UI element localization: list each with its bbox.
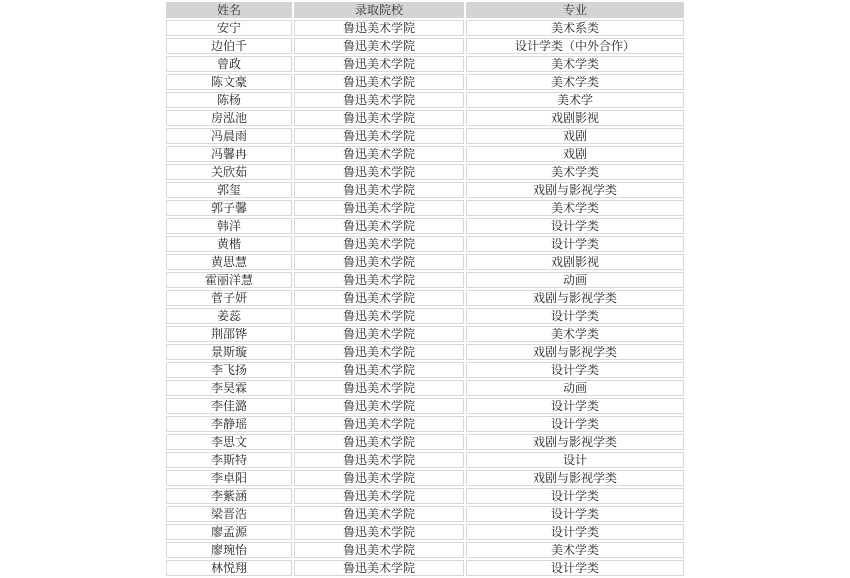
cell-name: 陈文豪 xyxy=(166,74,292,90)
cell-name: 郭子馨 xyxy=(166,200,292,216)
cell-major: 戏剧 xyxy=(466,146,684,162)
cell-school: 鲁迅美术学院 xyxy=(294,434,464,450)
header-major: 专业 xyxy=(466,2,684,18)
cell-school: 鲁迅美术学院 xyxy=(294,56,464,72)
cell-name: 郭玺 xyxy=(166,182,292,198)
cell-major: 美术学类 xyxy=(466,200,684,216)
cell-major: 美术学类 xyxy=(466,164,684,180)
cell-name: 李斯特 xyxy=(166,452,292,468)
cell-school: 鲁迅美术学院 xyxy=(294,272,464,288)
cell-name: 菅子妍 xyxy=(166,290,292,306)
table-row xyxy=(166,488,684,504)
cell-school: 鲁迅美术学院 xyxy=(294,164,464,180)
table-row xyxy=(166,182,684,198)
cell-name: 黄楷 xyxy=(166,236,292,252)
table-row xyxy=(166,398,684,414)
cell-major: 戏剧与影视学类 xyxy=(466,290,684,306)
table-row xyxy=(166,92,684,108)
cell-major: 美术系类 xyxy=(466,20,684,36)
cell-school: 鲁迅美术学院 xyxy=(294,74,464,90)
cell-major: 设计学类 xyxy=(466,218,684,234)
cell-major: 设计学类 xyxy=(466,416,684,432)
cell-name: 李静瑶 xyxy=(166,416,292,432)
table-row xyxy=(166,560,684,576)
cell-school: 鲁迅美术学院 xyxy=(294,524,464,540)
cell-name: 曾政 xyxy=(166,56,292,72)
cell-name: 李佳潞 xyxy=(166,398,292,414)
cell-major: 戏剧与影视学类 xyxy=(466,182,684,198)
table-row xyxy=(166,524,684,540)
table-row xyxy=(166,542,684,558)
cell-school: 鲁迅美术学院 xyxy=(294,308,464,324)
cell-name: 冯馨冉 xyxy=(166,146,292,162)
cell-name: 李飞扬 xyxy=(166,362,292,378)
table-row xyxy=(166,308,684,324)
table-row xyxy=(166,74,684,90)
cell-major: 设计学类（中外合作） xyxy=(466,38,684,54)
cell-name: 廖孟源 xyxy=(166,524,292,540)
cell-name: 边伯千 xyxy=(166,38,292,54)
table-row xyxy=(166,218,684,234)
cell-name: 林悦翔 xyxy=(166,560,292,576)
table-row xyxy=(166,38,684,54)
table-row xyxy=(166,416,684,432)
admission-table-container xyxy=(164,0,686,575)
cell-school: 鲁迅美术学院 xyxy=(294,200,464,216)
cell-major: 戏剧与影视学类 xyxy=(466,434,684,450)
table-row xyxy=(166,434,684,450)
cell-school: 鲁迅美术学院 xyxy=(294,218,464,234)
table-row xyxy=(166,110,684,126)
cell-school: 鲁迅美术学院 xyxy=(294,470,464,486)
cell-school: 鲁迅美术学院 xyxy=(294,398,464,414)
cell-school: 鲁迅美术学院 xyxy=(294,92,464,108)
cell-school: 鲁迅美术学院 xyxy=(294,362,464,378)
cell-name: 冯晨雨 xyxy=(166,128,292,144)
cell-major: 设计学类 xyxy=(466,308,684,324)
cell-school: 鲁迅美术学院 xyxy=(294,20,464,36)
cell-name: 梁晋浩 xyxy=(166,506,292,522)
cell-name: 李卓阳 xyxy=(166,470,292,486)
cell-major: 戏剧与影视学类 xyxy=(466,344,684,360)
cell-name: 房泓池 xyxy=(166,110,292,126)
cell-school: 鲁迅美术学院 xyxy=(294,146,464,162)
cell-name: 景斯璇 xyxy=(166,344,292,360)
cell-school: 鲁迅美术学院 xyxy=(294,128,464,144)
table-row xyxy=(166,290,684,306)
cell-major: 设计学类 xyxy=(466,362,684,378)
table-row xyxy=(166,362,684,378)
cell-major: 设计学类 xyxy=(466,560,684,576)
cell-major: 动画 xyxy=(466,272,684,288)
cell-major: 美术学类 xyxy=(466,56,684,72)
header-name: 姓名 xyxy=(166,2,292,18)
cell-major: 美术学 xyxy=(466,92,684,108)
cell-major: 美术学类 xyxy=(466,326,684,342)
cell-school: 鲁迅美术学院 xyxy=(294,38,464,54)
table-row xyxy=(166,146,684,162)
cell-major: 美术学类 xyxy=(466,542,684,558)
cell-name: 李昊霖 xyxy=(166,380,292,396)
cell-major: 戏剧与影视学类 xyxy=(466,470,684,486)
cell-major: 戏剧 xyxy=(466,128,684,144)
table-row xyxy=(166,470,684,486)
table-row xyxy=(166,506,684,522)
cell-school: 鲁迅美术学院 xyxy=(294,326,464,342)
cell-school: 鲁迅美术学院 xyxy=(294,452,464,468)
cell-major: 美术学类 xyxy=(466,74,684,90)
cell-school: 鲁迅美术学院 xyxy=(294,344,464,360)
cell-school: 鲁迅美术学院 xyxy=(294,110,464,126)
cell-school: 鲁迅美术学院 xyxy=(294,560,464,576)
cell-major: 设计 xyxy=(466,452,684,468)
cell-major: 设计学类 xyxy=(466,236,684,252)
table-row xyxy=(166,452,684,468)
admission-table xyxy=(164,0,686,578)
cell-name: 关欣茹 xyxy=(166,164,292,180)
cell-name: 李思文 xyxy=(166,434,292,450)
cell-major: 戏剧影视 xyxy=(466,254,684,270)
table-row xyxy=(166,236,684,252)
cell-school: 鲁迅美术学院 xyxy=(294,488,464,504)
table-row xyxy=(166,56,684,72)
table-header-row xyxy=(166,2,684,18)
table-row xyxy=(166,164,684,180)
cell-major: 设计学类 xyxy=(466,506,684,522)
cell-name: 安宁 xyxy=(166,20,292,36)
table-row xyxy=(166,200,684,216)
cell-name: 黄思慧 xyxy=(166,254,292,270)
cell-major: 设计学类 xyxy=(466,398,684,414)
table-row xyxy=(166,344,684,360)
cell-name: 廖琬怡 xyxy=(166,542,292,558)
cell-school: 鲁迅美术学院 xyxy=(294,506,464,522)
cell-major: 设计学类 xyxy=(466,524,684,540)
cell-name: 霍丽洋慧 xyxy=(166,272,292,288)
cell-name: 陈杨 xyxy=(166,92,292,108)
table-row xyxy=(166,380,684,396)
cell-name: 韩洋 xyxy=(166,218,292,234)
cell-name: 李紫涵 xyxy=(166,488,292,504)
table-row xyxy=(166,254,684,270)
cell-school: 鲁迅美术学院 xyxy=(294,290,464,306)
cell-school: 鲁迅美术学院 xyxy=(294,542,464,558)
cell-major: 动画 xyxy=(466,380,684,396)
table-body xyxy=(166,20,684,576)
table-row xyxy=(166,326,684,342)
cell-school: 鲁迅美术学院 xyxy=(294,380,464,396)
cell-major: 设计学类 xyxy=(466,488,684,504)
cell-name: 荆邵铧 xyxy=(166,326,292,342)
cell-school: 鲁迅美术学院 xyxy=(294,416,464,432)
table-row xyxy=(166,20,684,36)
header-school: 录取院校 xyxy=(294,2,464,18)
table-row xyxy=(166,272,684,288)
cell-major: 戏剧影视 xyxy=(466,110,684,126)
table-row xyxy=(166,128,684,144)
cell-school: 鲁迅美术学院 xyxy=(294,182,464,198)
cell-name: 姜蕊 xyxy=(166,308,292,324)
cell-school: 鲁迅美术学院 xyxy=(294,236,464,252)
cell-school: 鲁迅美术学院 xyxy=(294,254,464,270)
